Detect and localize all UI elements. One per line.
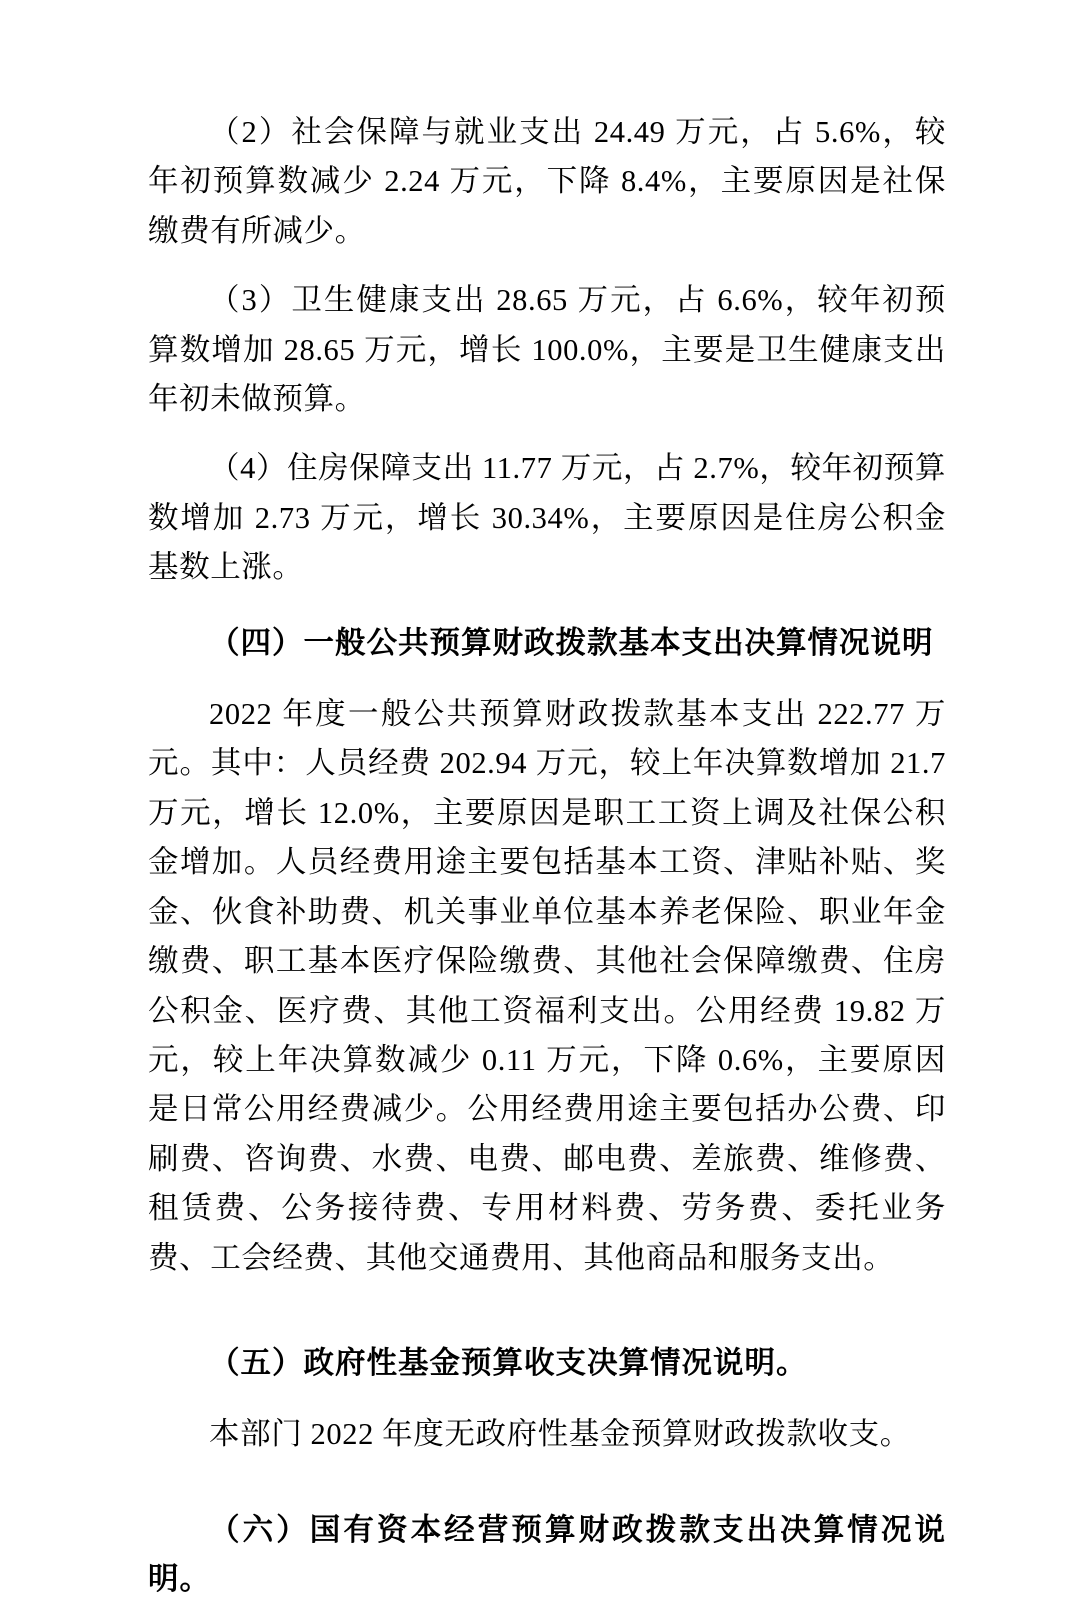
paragraph-spacer — [148, 1470, 946, 1480]
paragraph-gov-fund: 本部门 2022 年度无政府性基金预算财政拨款收支。 — [209, 1417, 911, 1452]
paragraph-spacer — [148, 434, 946, 444]
paragraph-item-3: （3）卫生健康支出 28.65 万元，占 6.6%，较年初预算数增加 28.65 万元，增长 100.0%，主要是卫生健康支出年初未做预算。 — [148, 283, 946, 417]
paragraph-spacer — [148, 266, 946, 276]
section-heading-six: （六）国有资本经营预算财政拨款支出决算情况说明。 — [148, 1512, 946, 1597]
paragraph-spacer — [148, 1291, 946, 1313]
paragraph-item-4: （4）住房保障支出 11.77 万元，占 2.7%，较年初预算数增加 2.73 万元，增长 30.34%，主要原因是住房公积金基数上涨。 — [148, 451, 946, 585]
paragraph-item-2: （2）社会保障与就业支出 24.49 万元，占 5.6%，较年初预算数减少 2.24 万元，下降 8.4%，主要原因是社保缴费有所减少。 — [148, 115, 946, 248]
paragraph-basic-expenditure: 2022 年度一般公共预算财政拨款基本支出 222.77 万元。其中：人员经费 202.94 万元，较上年决算数增加 21.7 万元，增长 12.0%，主要原因是职工工资上调及社保公积金增加。人员经费用途主要包括基本工资、津贴补贴、奖金、伙食补助费、机关事业单位基本养老保险、职业年金缴费、职工基本医疗保险缴费、其他社会保障缴费、住房公积金、医疗费、其他工资福利支出。公用经费 19.82 万元，较上年决算数减少 0.11 万元，下降 0.6%，主要原因是日常公用经费减少。公用经费用途主要包括办公费、印刷费、咨询费、水费、电费、邮电费、差旅费、维修费、租赁费、公务接待费、专用材料费、劳务费、委托业务费、工会经费、其他交通费用、其他商品和服务支出。 — [148, 697, 946, 1275]
document-body — [148, 108, 946, 1605]
section-heading-five: （五）政府性基金预算收支决算情况说明。 — [209, 1345, 808, 1380]
section-heading-four: （四）一般公共预算财政拨款基本支出决算情况说明 — [209, 625, 934, 660]
